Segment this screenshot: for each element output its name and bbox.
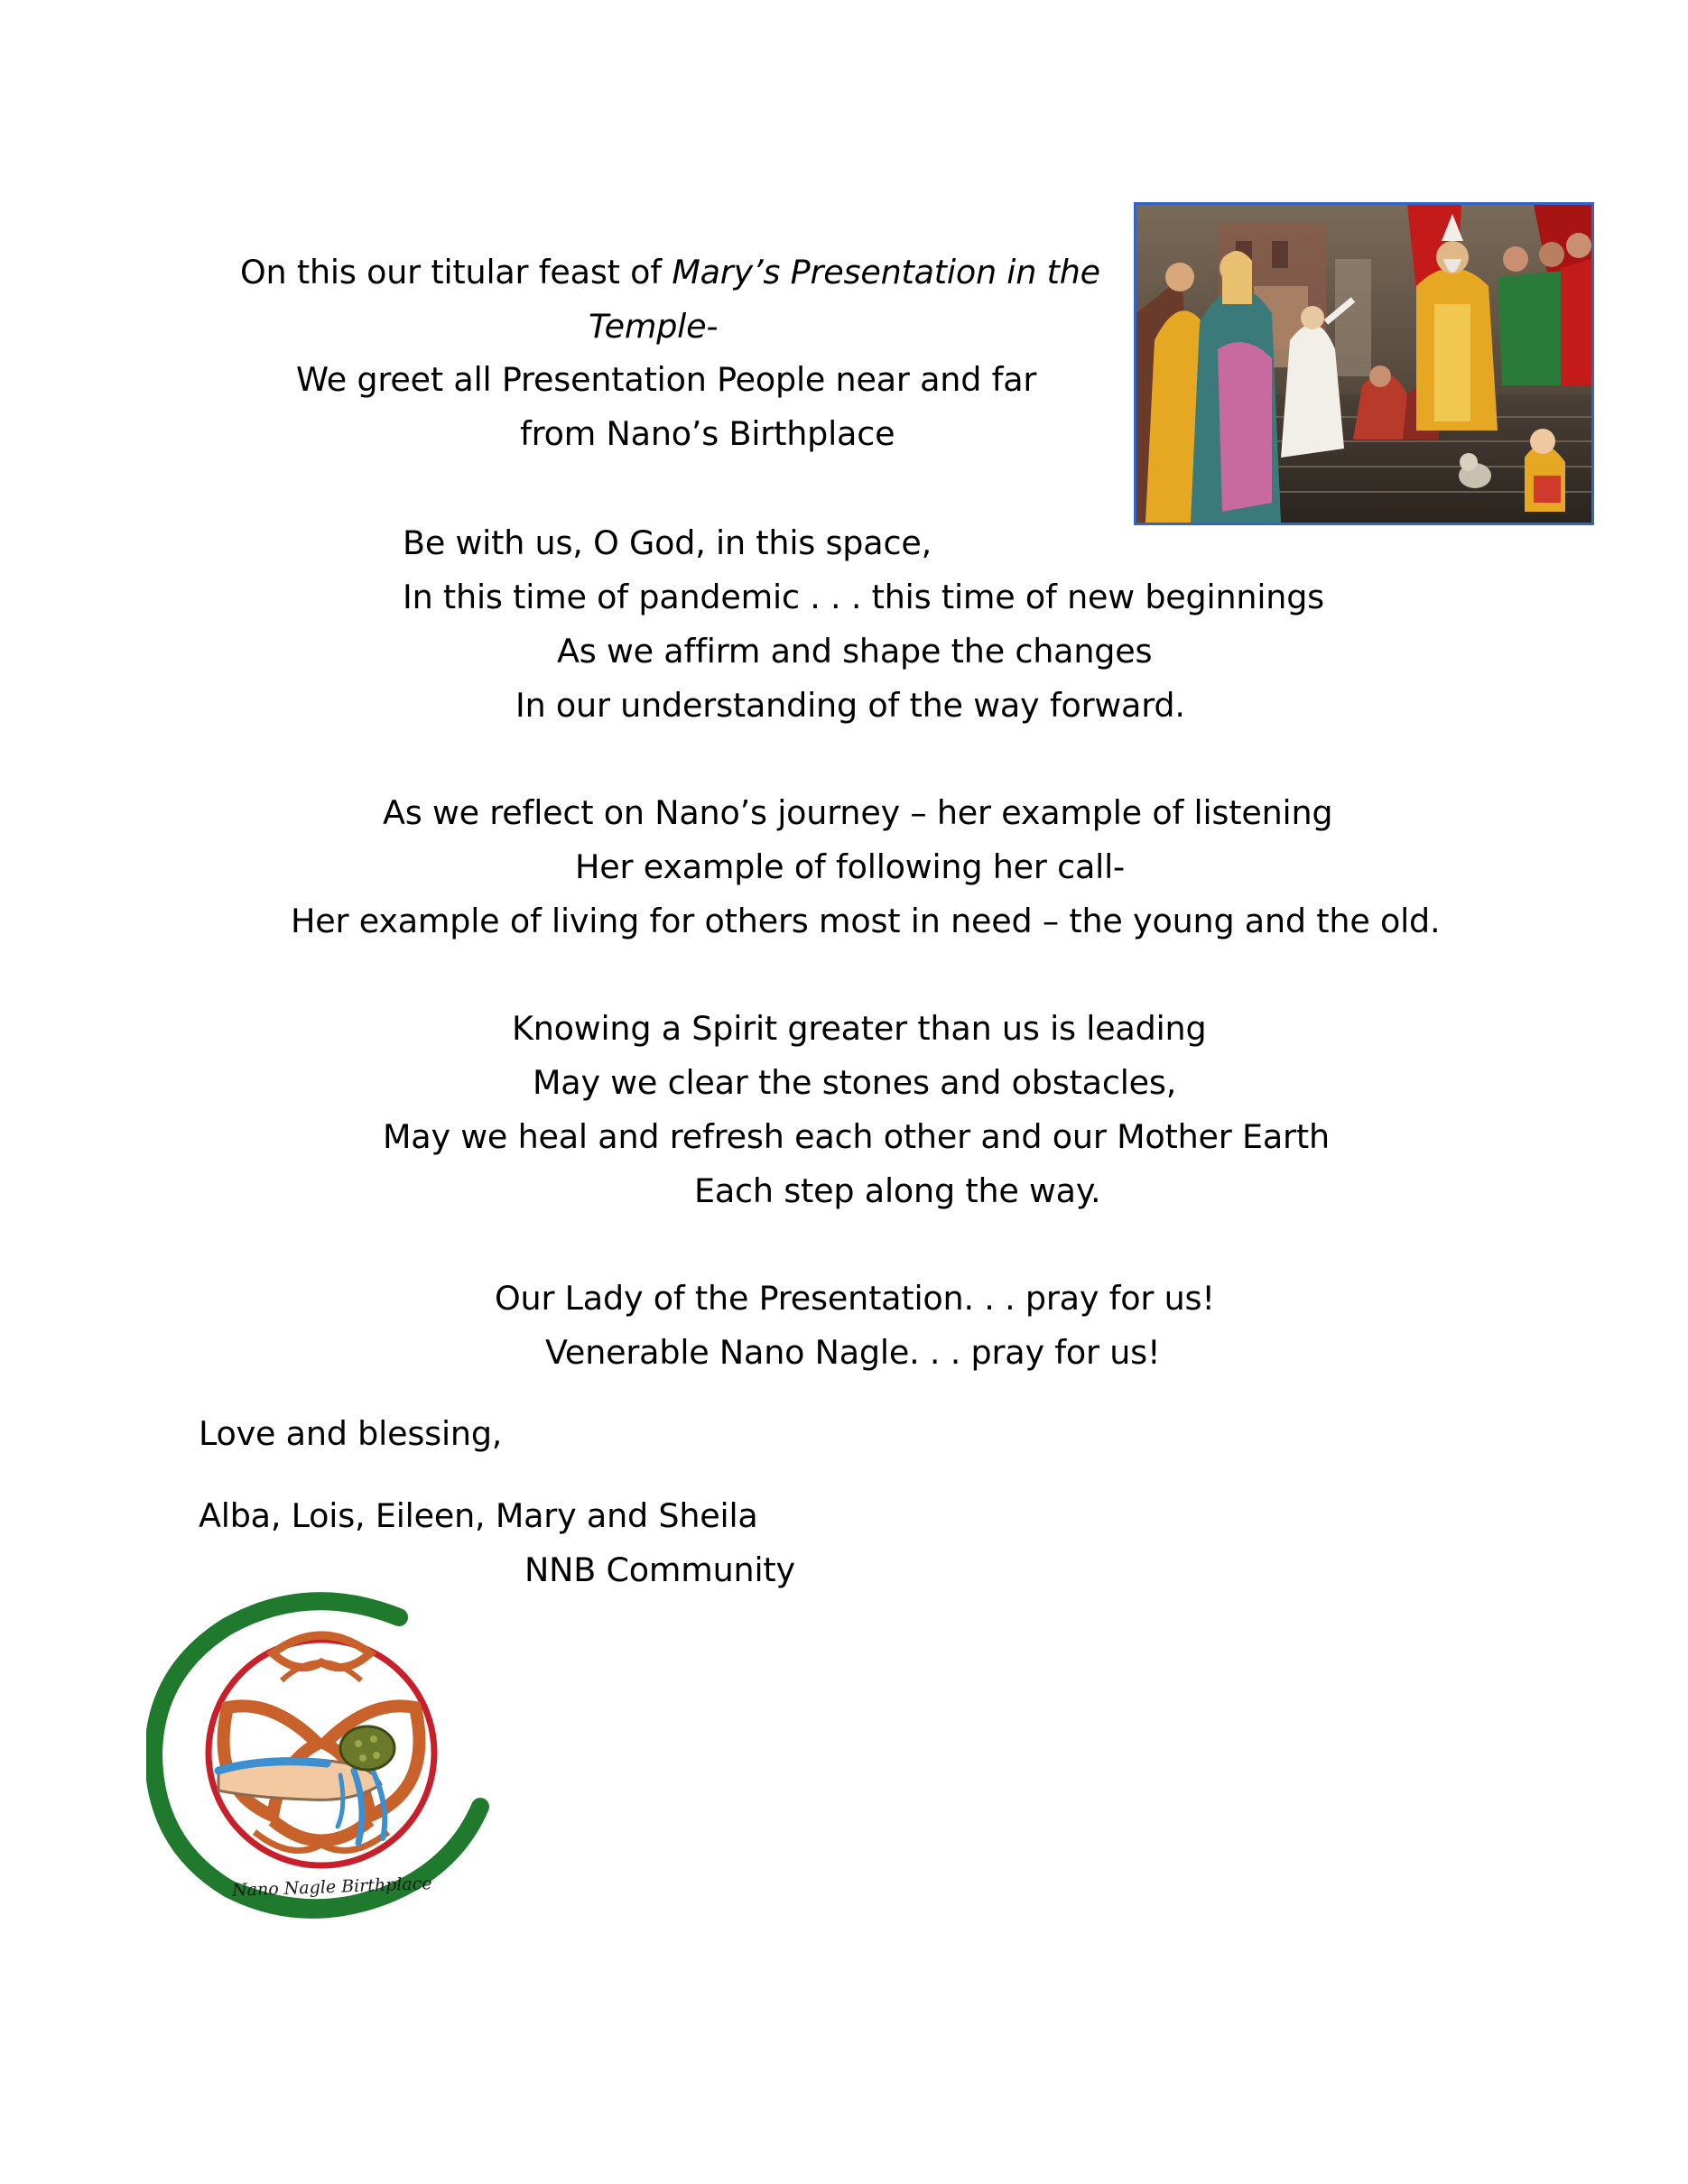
closing-salutation: Love and blessing, [199, 1414, 503, 1453]
greeting-line-2: Temple- [589, 307, 719, 346]
logo-caption: Nano Nagle Birthplace [231, 1874, 432, 1901]
prayer-line: As we affirm and shape the changes [557, 632, 1153, 671]
greeting-line-3: We greet all Presentation People near and far [296, 360, 1037, 399]
nano-nagle-birthplace-logo [146, 1590, 489, 1924]
presentation-painting-image [1134, 202, 1594, 525]
greeting-line-4: from Nano’s Birthplace [520, 414, 895, 453]
prayer-line: Be with us, O God, in this space, [403, 523, 932, 562]
prayer-line: Knowing a Spirit greater than us is leading [512, 1009, 1207, 1048]
prayer-line: May we heal and refresh each other and our Mother Earth [383, 1117, 1330, 1156]
greeting-line-1-prefix: On this our titular feast of [240, 253, 672, 292]
prayer-line: May we clear the stones and obstacles, [533, 1063, 1177, 1102]
closing-names: Alba, Lois, Eileen, Mary and Sheila [199, 1496, 758, 1535]
feast-title-italic: Mary’s Presentation in the [672, 253, 1100, 292]
invocation-line: Our Lady of the Presentation. . . pray for us! [495, 1279, 1215, 1318]
prayer-line: Her example of following her call- [575, 847, 1125, 886]
invocation-line: Venerable Nano Nagle. . . pray for us! [545, 1333, 1161, 1372]
prayer-line: In this time of pandemic . . . this time of new beginnings [403, 578, 1324, 616]
closing-community: NNB Community [524, 1550, 795, 1589]
prayer-line: Her example of living for others most in need – the young and the old. [291, 902, 1441, 940]
prayer-line: In our understanding of the way forward. [515, 686, 1185, 725]
prayer-line: As we reflect on Nano’s journey – her example of listening [383, 793, 1333, 832]
greeting-line-1 [240, 253, 1100, 292]
prayer-line: Each step along the way. [694, 1171, 1101, 1210]
